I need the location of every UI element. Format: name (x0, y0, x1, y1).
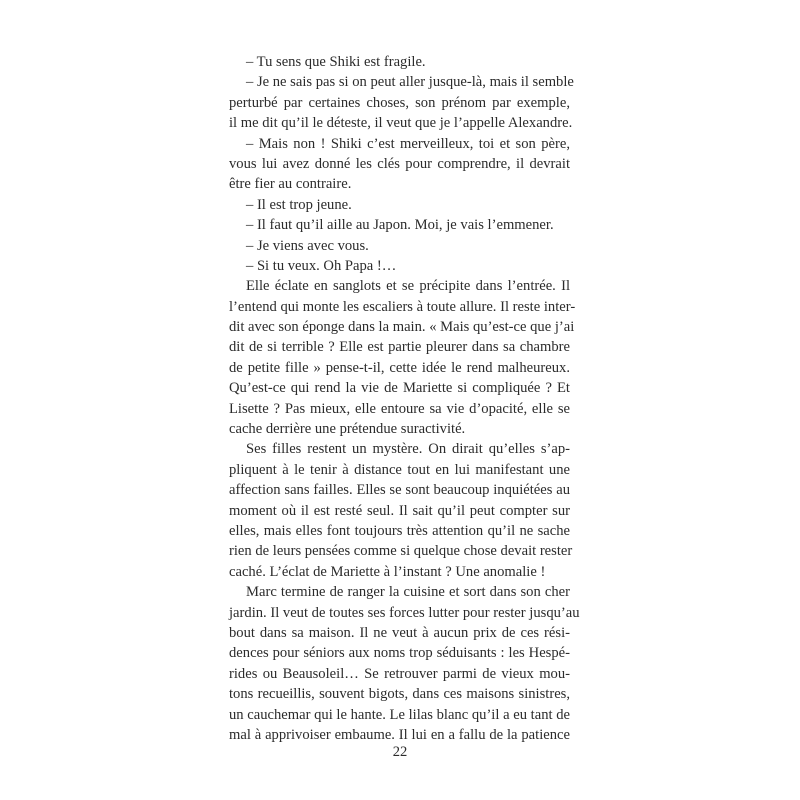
text-line: jardin. Il veut de toutes ses forces lutter pour rester jusqu’au (229, 604, 580, 621)
text-line: rides ou Beausoleil… Se retrouver parmi de vieux mou- (229, 665, 570, 682)
book-page-body (229, 52, 580, 745)
text-line: être fier au contraire. (229, 176, 352, 193)
text-line: rien de leurs pensées comme si quelque chose devait rester (229, 543, 573, 560)
text-line: l’entend qui monte les escaliers à toute allure. Il reste inter- (229, 298, 576, 315)
text-line: caché. L’éclat de Mariette à l’instant ? Une anomalie ! (229, 563, 546, 580)
text-line: – Tu sens que Shiki est fragile. (246, 54, 426, 70)
text-line: moment où il est resté seul. Il sait qu’il peut compter sur (229, 502, 570, 519)
page-number: 22 (392, 744, 408, 760)
text-line: – Je viens avec vous. (246, 237, 369, 254)
text-line: il me dit qu’il le déteste, il veut que je l’appelle Alexandre. (229, 115, 573, 132)
text-line: Ses filles restent un mystère. On dirait qu’elles s’ap- (246, 441, 570, 458)
text-line: – Mais non ! Shiki c’est merveilleux, toi et son père, (246, 135, 570, 152)
text-line: affection sans failles. Elles se sont beaucoup inquiétées au (229, 482, 570, 499)
text-line: Marc termine de ranger la cuisine et sort dans son cher (246, 584, 570, 601)
text-line: dit avec son éponge dans la main. « Mais qu’est-ce que j’ai (229, 319, 575, 336)
text-line: dit de si terrible ? Elle est partie pleurer dans sa chambre (229, 339, 570, 356)
text-line: – Il faut qu’il aille au Japon. Moi, je vais l’emmener. (246, 217, 554, 234)
text-line: Qu’est-ce qui rend la vie de Mariette si compliquée ? Et (229, 380, 570, 397)
text-line: mal à apprivoiser embaume. Il lui en a fallu de la patience (229, 726, 570, 743)
text-line: – Si tu veux. Oh Papa !… (246, 257, 397, 274)
text-line: vous lui avez donné les clés pour comprendre, il devrait (229, 155, 570, 172)
text-line: – Il est trop jeune. (246, 196, 352, 213)
text-line: un cauchemar qui le hante. Le lilas blanc qu’il a eu tant de (229, 706, 570, 723)
text-line: cache derrière une prétendue suractivité. (229, 421, 466, 438)
text-line: dences pour séniors aux noms trop séduisants : les Hespé- (229, 645, 570, 662)
text-line: perturbé par certaines choses, son prénom par exemple, (229, 94, 570, 111)
text-line: pliquent à le tenir à distance tout en lui manifestant une (229, 461, 570, 478)
text-line: elles, mais elles font toujours très attention qu’il ne sache (229, 522, 570, 539)
text-line: Elle éclate en sanglots et se précipite dans l’entrée. Il (246, 278, 570, 295)
text-line: de petite fille » pense-t-il, cette idée le rend malheureux. (229, 359, 570, 376)
text-line: bout dans sa maison. Il ne veut à aucun prix de ces rési- (229, 624, 570, 641)
text-line: – Je ne sais pas si on peut aller jusque-là, mais il semble (246, 74, 574, 91)
text-line: tons recueillis, souvent bigots, dans ces maisons sinistres, (229, 686, 570, 703)
text-line: Lisette ? Pas mieux, elle entoure sa vie d’opacité, elle se (229, 400, 570, 417)
